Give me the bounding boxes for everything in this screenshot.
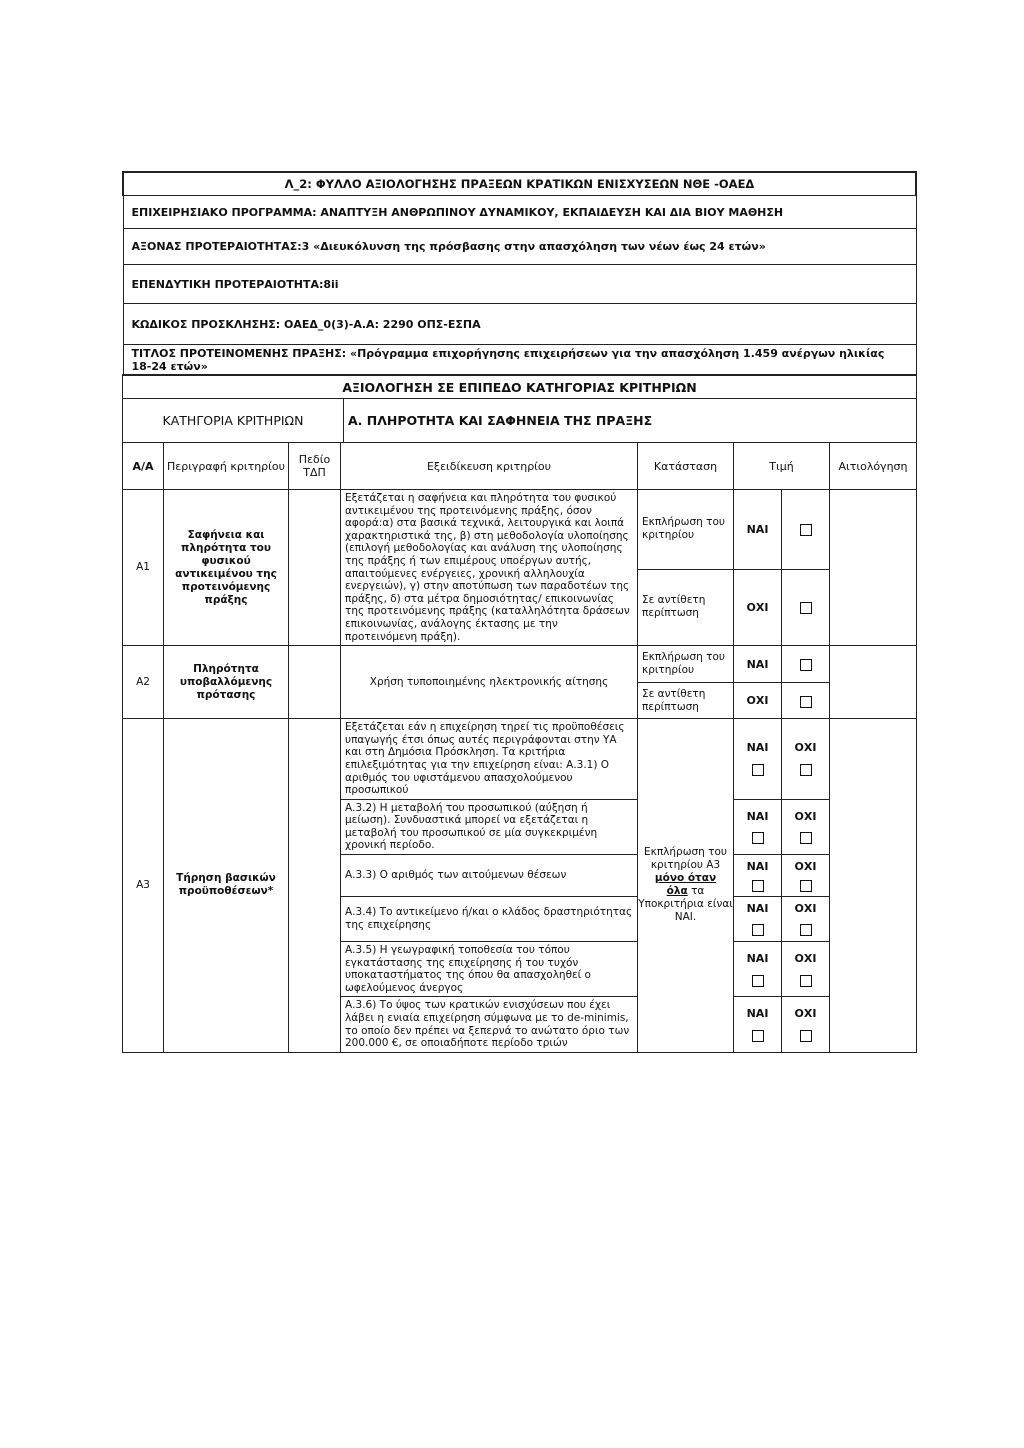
a3-1-yes [734,719,782,800]
a1-name: Σαφήνεια και πληρότητα του φυσικού αντικειμένου της προτεινόμενης πράξης [164,490,289,646]
call-code-line: ΚΩΔΙΚΟΣ ΠΡΟΣΚΛΗΣΗΣ: ΟΑΕΔ_0(3)-Α.Α: 2290 ΟΠΣ-ΕΣΠΑ [123,304,916,345]
checkbox-icon[interactable] [752,880,764,892]
category-value: Α. ΠΛΗΡΟΤΗΤΑ ΚΑΙ ΣΑΦΗΝΕΙΑ ΤΗΣ ΠΡΑΞΗΣ [344,399,917,443]
checkbox-icon[interactable] [752,975,764,987]
a1-yes-checkbox[interactable] [782,490,830,570]
checkbox-icon [800,696,812,708]
yes-label: ΝΑΙ [746,951,769,965]
category-label: ΚΑΤΗΓΟΡΙΑ ΚΡΙΤΗΡΙΩΝ [123,399,344,443]
a2-justification[interactable] [830,646,917,719]
checkbox-icon[interactable] [752,764,764,776]
a3-3-yes [734,855,782,897]
col-status: Κατάσταση [638,443,734,490]
a3-sub-5: Α.3.5) Η γεωγραφική τοποθεσία του τόπου εγκατάστασης της επιχείρησης ή του τυχόν υποκαταστήματος της όπου θα απασχοληθεί ο ωφελούμενος άνεργος [341,942,638,997]
a3-status-post: Υποκριτήρια είναι ΝΑΙ. [638,898,733,924]
checkbox-icon[interactable] [800,924,812,936]
checkbox-icon[interactable] [800,764,812,776]
checkbox-icon[interactable] [752,1030,764,1042]
a3-3-no [782,855,830,897]
checkbox-icon [800,602,812,614]
a2-field [289,646,341,719]
a3-4-yes [734,897,782,942]
a3-sub-3: Α.3.3) Ο αριθμός των αιτούμενων θέσεων [341,855,638,897]
col-field: Πεδίο ΤΔΠ [289,443,341,490]
col-justification: Αιτιολόγηση [830,443,917,490]
a3-sub-1: Εξετάζεται εάν η επιχείρηση τηρεί τις προϋποθέσεις υπαγωγής έτσι όπως αυτές περιγράφονται στην ΥΑ και στη Δημόσια Πρόσκληση. Τα κριτήρια επιλεξιμότητας για την επιχείρηση είναι: Α.3.1) Ο αριθμός του υφιστάμενου απασχολούμενου προσωπικού [341,719,638,800]
a2-status-no: Σε αντίθετη περίπτωση [638,683,734,719]
a1-status-yes: Εκπλήρωση του κριτηρίου [638,490,734,570]
checkbox-icon[interactable] [800,975,812,987]
a1-id: Α1 [123,490,164,646]
col-aa: Α/Α [123,443,164,490]
a3-6-no [782,997,830,1052]
yes-label: ΝΑΙ [746,741,769,755]
a3-justification[interactable] [830,719,917,1053]
no-label: ΟΧΙ [794,1007,817,1021]
a3-6-yes [734,997,782,1052]
a3-status-the: τα [691,885,705,898]
a3-status-all: όλα [666,885,688,898]
header-table [122,171,917,375]
a3-sub-4: Α.3.4) Το αντικείμενο ή/και ο κλάδος δραστηριότητας της επιχείρησης [341,897,638,942]
no-label: ΟΧΙ [794,902,817,916]
a3-2-no [782,799,830,854]
checkbox-icon [800,524,812,536]
no-label: ΟΧΙ [794,809,817,823]
yes-label: ΝΑΙ [746,809,769,823]
a3-status [638,719,734,1053]
yes-label: ΝΑΙ [746,902,769,916]
checkbox-icon[interactable] [752,924,764,936]
a3-5-no [782,942,830,997]
a2-no-checkbox[interactable] [782,683,830,719]
a2-yes-checkbox[interactable] [782,646,830,683]
a1-no-label: ΟΧΙ [734,569,782,646]
evaluation-form [122,171,917,1053]
a1-no-checkbox[interactable] [782,569,830,646]
a3-sub-6: Α.3.6) Το ύψος των κρατικών ενισχύσεων που έχει λάβει η ενιαία επιχείρηση σύμφωνα με το de-minimis, το οποίο δεν πρέπει να ξεπερνά το ανώτατο όριο των 200.000 €, σε οποιαδήποτε περίοδο τριών [341,997,638,1052]
axis-line: ΑΞΟΝΑΣ ΠΡΟΤΕΡΑΙΟΤΗΤΑΣ:3 «Διευκόλυνση της πρόσβασης στην απασχόληση των νέων έως 24 ετών» [123,229,916,265]
a2-no-label: ΟΧΙ [734,683,782,719]
col-description: Περιγραφή κριτηρίου [164,443,289,490]
yes-label: ΝΑΙ [746,1007,769,1021]
a1-status-no: Σε αντίθετη περίπτωση [638,569,734,646]
action-title-line: ΤΙΤΛΟΣ ΠΡΟΤΕΙΝΟΜΕΝΗΣ ΠΡΑΞΗΣ: «Πρόγραμμα επιχορήγησης επιχειρήσεων για την απασχόληση 1.459 ανέργων ηλικίας 18-24 ετών» [123,345,916,375]
a3-id: Α3 [123,719,164,1053]
a1-justification[interactable] [830,490,917,646]
category-table [122,374,917,443]
checkbox-icon[interactable] [752,832,764,844]
a3-1-no [782,719,830,800]
no-label: ΟΧΙ [794,741,817,755]
criteria-table [122,442,917,1053]
yes-label: ΝΑΙ [746,859,769,873]
checkbox-icon[interactable] [800,880,812,892]
a2-status-yes: Εκπλήρωση του κριτηρίου [638,646,734,683]
checkbox-icon[interactable] [800,832,812,844]
a3-status-only-when: μόνο όταν [654,872,717,885]
a1-yes-label: ΝΑΙ [734,490,782,570]
a3-5-yes [734,942,782,997]
a2-id: Α2 [123,646,164,719]
investment-priority-line: ΕΠΕΝΔΥΤΙΚΗ ΠΡΟΤΕΡΑΙΟΤΗΤΑ:8ii [123,265,916,304]
a1-spec: Εξετάζεται η σαφήνεια και πληρότητα του φυσικού αντικειμένου της προτεινόμενης πράξης, όσον αφορά:α) στα βασικά τεχνικά, λειτουργικά και λοιπά χαρακτηριστικά της, β) στη μεθοδολογία υλοποίησης (επιλογή μεθοδολογίας και ανάλυση της υλοποίησης της πράξης ή των επιμέρους υποέργων αυτής, απαιτούμενες ενέργειες, χρονική αλληλουχία ενεργειών), γ) στην αποτύπωση των παραδοτέων της πράξης, δ) στα μέτρα δημοσιότητας/ επικοινωνίας της προτεινόμενης πράξης (καταλληλότητα δράσεων επικοινωνίας, ανάλογης έκτασης με την προτεινόμενη πράξη). [341,490,638,646]
no-label: ΟΧΙ [794,951,817,965]
col-value: Τιμή [734,443,830,490]
a3-sub-2: Α.3.2) Η μεταβολή του προσωπικού (αύξηση ή μείωση). Συνδυαστικά μπορεί να εξετάζεται η μεταβολή του προσωπικού σε μία συγκεκριμένη χρονική περίοδο. [341,799,638,854]
a3-2-yes [734,799,782,854]
checkbox-icon [800,659,812,671]
evaluation-level-title: ΑΞΙΟΛΟΓΗΣΗ ΣΕ ΕΠΙΠΕΔΟ ΚΑΤΗΓΟΡΙΑΣ ΚΡΙΤΗΡΙΩΝ [123,375,917,399]
a1-field [289,490,341,646]
a2-yes-label: ΝΑΙ [734,646,782,683]
a3-status-pre: Εκπλήρωση του κριτηρίου Α3 [644,846,727,872]
form-title: Λ_2: ΦΥΛΛΟ ΑΞΙΟΛΟΓΗΣΗΣ ΠΡΑΞΕΩΝ ΚΡΑΤΙΚΩΝ ΕΝΙΣΧΥΣΕΩΝ ΝΘΕ -ΟΑΕΔ [123,172,916,196]
a2-spec: Χρήση τυποποιημένης ηλεκτρονικής αίτησης [341,646,638,719]
no-label: ΟΧΙ [794,859,817,873]
program-line: ΕΠΙΧΕΙΡΗΣΙΑΚΟ ΠΡΟΓΡΑΜΜΑ: ΑΝΑΠΤΥΞΗ ΑΝΘΡΩΠΙΝΟΥ ΔΥΝΑΜΙΚΟΥ, ΕΚΠΑΙΔΕΥΣΗ ΚΑΙ ΔΙΑ ΒΙΟΥ ΜΑΘΗΣΗ [123,196,916,229]
col-specification: Εξειδίκευση κριτηρίου [341,443,638,490]
a3-4-no [782,897,830,942]
a2-name: Πληρότητα υποβαλλόμενης πρότασης [164,646,289,719]
a3-name: Τήρηση βασικών προϋποθέσεων* [164,719,289,1053]
a3-field [289,719,341,1053]
checkbox-icon[interactable] [800,1030,812,1042]
